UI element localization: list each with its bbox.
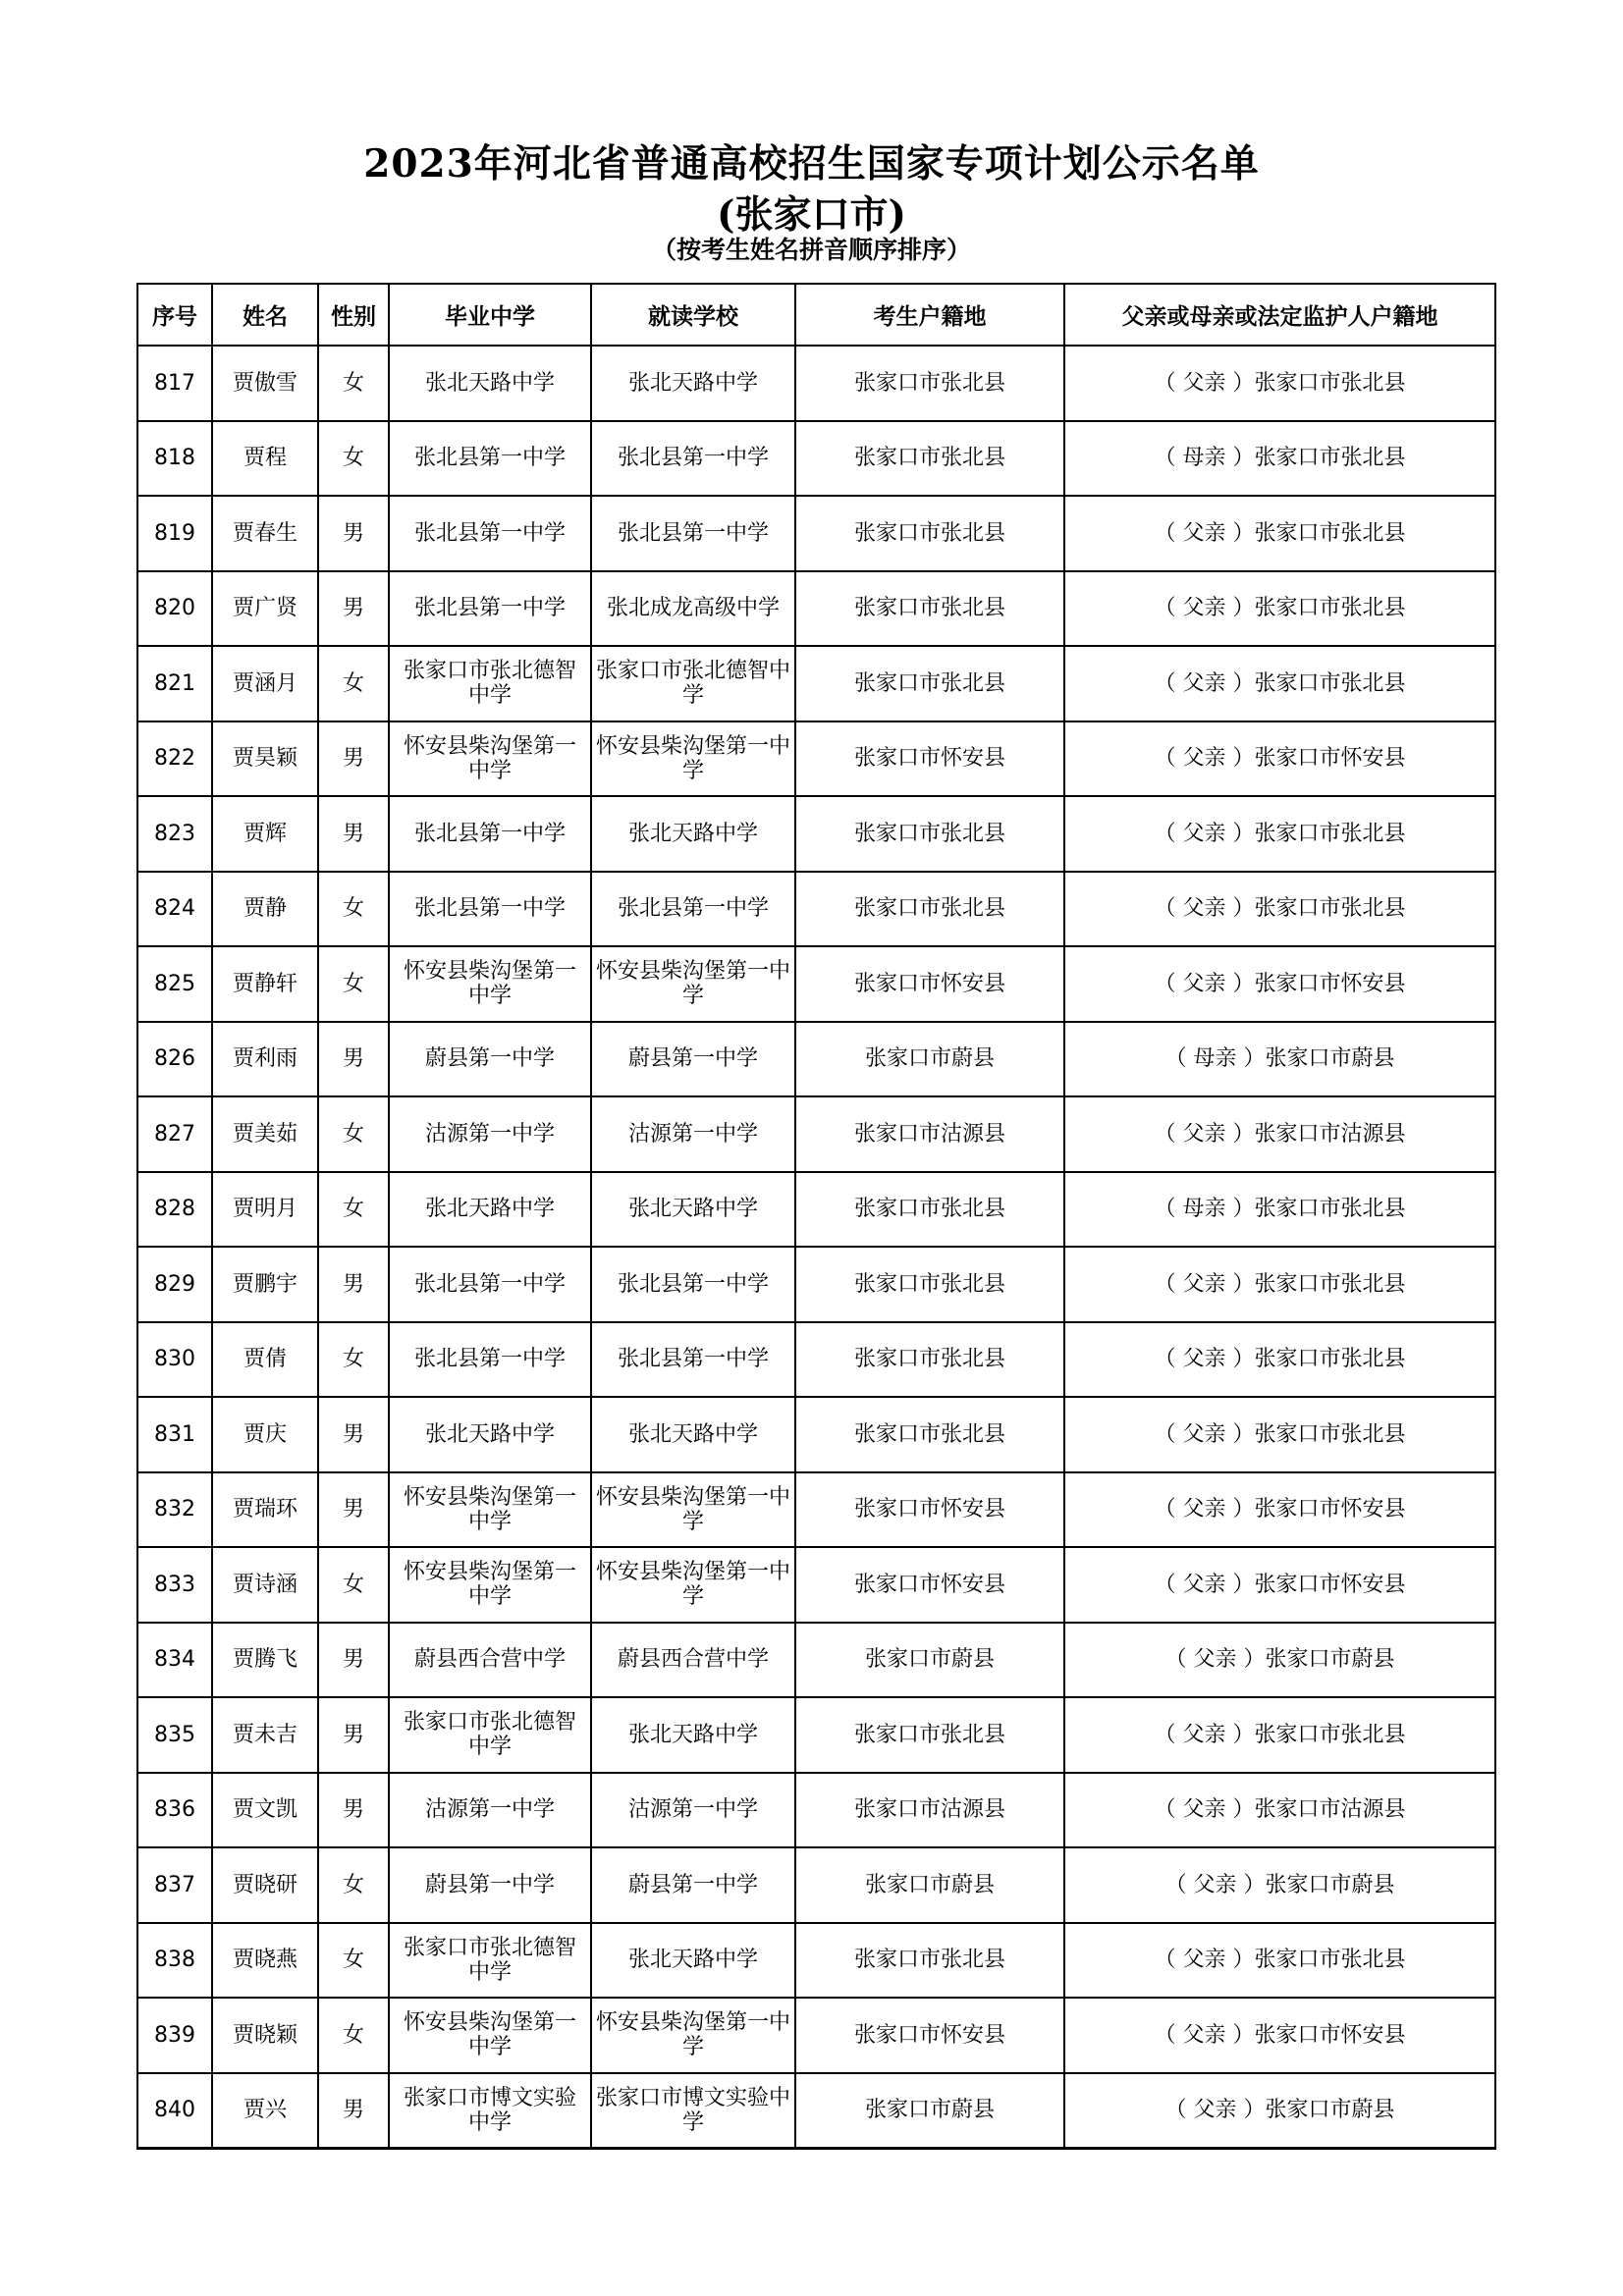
cell-guardian-residence: （ 父亲 ）张家口市怀安县 [1064,1472,1495,1548]
cell-student-residence: 张家口市张北县 [795,1322,1064,1398]
cell-index: 822 [137,721,212,797]
cell-gender: 女 [318,646,389,721]
cell-student-residence: 张家口市怀安县 [795,1547,1064,1623]
cell-index: 835 [137,1697,212,1773]
roster-table [136,283,1496,2150]
cell-gender: 女 [318,1322,389,1398]
cell-graduated-school: 怀安县柴沟堡第一中学 [389,1998,591,2073]
cell-gender: 女 [318,946,389,1022]
cell-graduated-school: 蔚县第一中学 [389,1847,591,1923]
cell-guardian-residence: （ 母亲 ）张家口市蔚县 [1064,1022,1495,1097]
cell-student-residence: 张家口市张北县 [795,872,1064,947]
cell-student-residence: 张家口市张北县 [795,571,1064,647]
cell-student-residence: 张家口市沽源县 [795,1773,1064,1848]
table-row [137,1623,1495,1698]
page-title: 2023年河北省普通高校招生国家专项计划公示名单 [363,141,1260,187]
header-gender: 性别 [318,284,389,346]
cell-guardian-residence: （ 父亲 ）张家口市张北县 [1064,1923,1495,1999]
cell-gender: 女 [318,1547,389,1623]
cell-index: 826 [137,1022,212,1097]
cell-guardian-residence: （ 父亲 ）张家口市蔚县 [1064,2073,1495,2149]
cell-graduated-school: 沽源第一中学 [389,1096,591,1172]
table-row [137,1022,1495,1097]
cell-graduated-school: 怀安县柴沟堡第一中学 [389,1547,591,1623]
cell-student-residence: 张家口市张北县 [795,1397,1064,1472]
cell-name: 贾程 [212,421,318,497]
cell-index: 830 [137,1322,212,1398]
cell-gender: 男 [318,1397,389,1472]
cell-gender: 女 [318,1923,389,1999]
cell-name: 贾涵月 [212,646,318,721]
cell-graduated-school: 张北天路中学 [389,346,591,421]
header-index: 序号 [137,284,212,346]
cell-graduated-school: 张北县第一中学 [389,1322,591,1398]
cell-index: 823 [137,796,212,872]
cell-graduated-school: 蔚县西合营中学 [389,1623,591,1698]
cell-name: 贾晓颖 [212,1998,318,2073]
cell-current-school: 怀安县柴沟堡第一中学 [591,1998,795,2073]
cell-guardian-residence: （ 母亲 ）张家口市张北县 [1064,1172,1495,1248]
cell-name: 贾美茹 [212,1096,318,1172]
cell-guardian-residence: （ 父亲 ）张家口市张北县 [1064,571,1495,647]
cell-guardian-residence: （ 父亲 ）张家口市张北县 [1064,872,1495,947]
cell-current-school: 张北县第一中学 [591,872,795,947]
header-guardian-residence: 父亲或母亲或法定监护人户籍地 [1064,284,1495,346]
cell-guardian-residence: （ 父亲 ）张家口市怀安县 [1064,946,1495,1022]
cell-name: 贾广贤 [212,571,318,647]
cell-graduated-school: 张北天路中学 [389,1397,591,1472]
cell-guardian-residence: （ 父亲 ）张家口市怀安县 [1064,721,1495,797]
cell-graduated-school: 沽源第一中学 [389,1773,591,1848]
cell-current-school: 蔚县西合营中学 [591,1623,795,1698]
cell-gender: 男 [318,1247,389,1322]
cell-current-school: 怀安县柴沟堡第一中学 [591,1547,795,1623]
cell-student-residence: 张家口市张北县 [795,1697,1064,1773]
table-row [137,796,1495,872]
cell-name: 贾傲雪 [212,346,318,421]
table-row [137,1998,1495,2073]
cell-student-residence: 张家口市沽源县 [795,1096,1064,1172]
cell-index: 834 [137,1623,212,1698]
cell-student-residence: 张家口市蔚县 [795,2073,1064,2149]
cell-name: 贾倩 [212,1322,318,1398]
cell-name: 贾文凯 [212,1773,318,1848]
cell-gender: 男 [318,1472,389,1548]
cell-index: 821 [137,646,212,721]
cell-graduated-school: 张北县第一中学 [389,571,591,647]
cell-guardian-residence: （ 父亲 ）张家口市张北县 [1064,1322,1495,1398]
cell-graduated-school: 张家口市张北德智中学 [389,1697,591,1773]
cell-graduated-school: 怀安县柴沟堡第一中学 [389,1472,591,1548]
cell-name: 贾静 [212,872,318,947]
cell-index: 837 [137,1847,212,1923]
cell-guardian-residence: （ 父亲 ）张家口市蔚县 [1064,1623,1495,1698]
cell-student-residence: 张家口市怀安县 [795,1998,1064,2073]
cell-index: 818 [137,421,212,497]
table-row [137,346,1495,421]
table-row [137,872,1495,947]
cell-student-residence: 张家口市张北县 [795,1923,1064,1999]
cell-current-school: 张北成龙高级中学 [591,571,795,647]
cell-name: 贾利雨 [212,1022,318,1097]
cell-name: 贾辉 [212,796,318,872]
table-row [137,1397,1495,1472]
header-current-school: 就读学校 [591,284,795,346]
table-row [137,1096,1495,1172]
cell-name: 贾未吉 [212,1697,318,1773]
cell-current-school: 张家口市博文实验中学 [591,2073,795,2149]
table-row [137,1697,1495,1773]
cell-index: 827 [137,1096,212,1172]
cell-graduated-school: 张北县第一中学 [389,872,591,947]
cell-name: 贾晓燕 [212,1923,318,1999]
cell-name: 贾腾飞 [212,1623,318,1698]
cell-index: 819 [137,496,212,571]
cell-gender: 女 [318,346,389,421]
cell-index: 832 [137,1472,212,1548]
cell-gender: 女 [318,1998,389,2073]
cell-name: 贾明月 [212,1172,318,1248]
cell-student-residence: 张家口市张北县 [795,1172,1064,1248]
cell-graduated-school: 张家口市张北德智中学 [389,646,591,721]
cell-gender: 女 [318,872,389,947]
table-row [137,946,1495,1022]
cell-name: 贾兴 [212,2073,318,2149]
cell-gender: 男 [318,496,389,571]
cell-index: 836 [137,1773,212,1848]
cell-graduated-school: 张北天路中学 [389,1172,591,1248]
cell-name: 贾诗涵 [212,1547,318,1623]
table-row [137,496,1495,571]
table-row [137,1923,1495,1999]
cell-current-school: 怀安县柴沟堡第一中学 [591,1472,795,1548]
cell-student-residence: 张家口市张北县 [795,796,1064,872]
cell-index: 824 [137,872,212,947]
cell-current-school: 沽源第一中学 [591,1096,795,1172]
cell-guardian-residence: （ 父亲 ）张家口市沽源县 [1064,1773,1495,1848]
cell-index: 839 [137,1998,212,2073]
header-row [137,284,1495,346]
cell-graduated-school: 张家口市张北德智中学 [389,1923,591,1999]
cell-index: 829 [137,1247,212,1322]
cell-current-school: 张家口市张北德智中学 [591,646,795,721]
cell-guardian-residence: （ 父亲 ）张家口市张北县 [1064,1247,1495,1322]
cell-gender: 男 [318,1623,389,1698]
cell-name: 贾静轩 [212,946,318,1022]
cell-name: 贾庆 [212,1397,318,1472]
header-student-residence: 考生户籍地 [795,284,1064,346]
cell-guardian-residence: （ 父亲 ）张家口市张北县 [1064,646,1495,721]
cell-name: 贾春生 [212,496,318,571]
cell-student-residence: 张家口市张北县 [795,421,1064,497]
cell-guardian-residence: （ 父亲 ）张家口市蔚县 [1064,1847,1495,1923]
cell-current-school: 怀安县柴沟堡第一中学 [591,946,795,1022]
cell-index: 825 [137,946,212,1022]
table-row [137,1322,1495,1398]
cell-gender: 女 [318,1096,389,1172]
cell-gender: 男 [318,571,389,647]
cell-current-school: 蔚县第一中学 [591,1022,795,1097]
region-subtitle: (张家口市) [717,192,906,238]
cell-guardian-residence: （ 父亲 ）张家口市沽源县 [1064,1096,1495,1172]
cell-gender: 男 [318,1697,389,1773]
cell-student-residence: 张家口市张北县 [795,346,1064,421]
table-row [137,571,1495,647]
cell-index: 820 [137,571,212,647]
cell-guardian-residence: （ 父亲 ）张家口市张北县 [1064,1697,1495,1773]
cell-current-school: 张北天路中学 [591,346,795,421]
cell-graduated-school: 张北县第一中学 [389,496,591,571]
cell-current-school: 张北天路中学 [591,1172,795,1248]
cell-graduated-school: 张北县第一中学 [389,421,591,497]
cell-gender: 男 [318,796,389,872]
cell-index: 833 [137,1547,212,1623]
cell-guardian-residence: （ 父亲 ）张家口市张北县 [1064,1397,1495,1472]
table-row [137,646,1495,721]
cell-name: 贾鹏宇 [212,1247,318,1322]
cell-student-residence: 张家口市怀安县 [795,721,1064,797]
cell-student-residence: 张家口市蔚县 [795,1623,1064,1698]
cell-current-school: 张北县第一中学 [591,1247,795,1322]
cell-gender: 男 [318,721,389,797]
cell-current-school: 张北县第一中学 [591,496,795,571]
cell-guardian-residence: （ 父亲 ）张家口市怀安县 [1064,1547,1495,1623]
cell-current-school: 张北天路中学 [591,1397,795,1472]
cell-current-school: 怀安县柴沟堡第一中学 [591,721,795,797]
cell-student-residence: 张家口市怀安县 [795,946,1064,1022]
cell-index: 838 [137,1923,212,1999]
cell-graduated-school: 怀安县柴沟堡第一中学 [389,946,591,1022]
cell-current-school: 蔚县第一中学 [591,1847,795,1923]
cell-index: 828 [137,1172,212,1248]
cell-gender: 女 [318,421,389,497]
cell-current-school: 沽源第一中学 [591,1773,795,1848]
cell-student-residence: 张家口市蔚县 [795,1847,1064,1923]
cell-guardian-residence: （ 父亲 ）张家口市怀安县 [1064,1998,1495,2073]
header-name: 姓名 [212,284,318,346]
table-row [137,2073,1495,2149]
cell-index: 831 [137,1397,212,1472]
cell-index: 840 [137,2073,212,2149]
cell-graduated-school: 张家口市博文实验中学 [389,2073,591,2149]
cell-student-residence: 张家口市张北县 [795,646,1064,721]
cell-student-residence: 张家口市怀安县 [795,1472,1064,1548]
cell-name: 贾晓研 [212,1847,318,1923]
cell-guardian-residence: （ 父亲 ）张家口市张北县 [1064,796,1495,872]
sort-note: （按考生姓名拼音顺序排序） [651,236,971,264]
cell-graduated-school: 张北县第一中学 [389,1247,591,1322]
table-row [137,421,1495,497]
table-row [137,1547,1495,1623]
cell-guardian-residence: （ 父亲 ）张家口市张北县 [1064,496,1495,571]
cell-student-residence: 张家口市蔚县 [795,1022,1064,1097]
cell-current-school: 张北天路中学 [591,1697,795,1773]
cell-graduated-school: 张北县第一中学 [389,796,591,872]
cell-graduated-school: 怀安县柴沟堡第一中学 [389,721,591,797]
table-row [137,1773,1495,1848]
cell-name: 贾瑞环 [212,1472,318,1548]
table-row [137,1247,1495,1322]
cell-student-residence: 张家口市张北县 [795,496,1064,571]
cell-gender: 女 [318,1172,389,1248]
cell-guardian-residence: （ 父亲 ）张家口市张北县 [1064,346,1495,421]
cell-gender: 女 [318,1847,389,1923]
cell-current-school: 张北县第一中学 [591,421,795,497]
table-row [137,721,1495,797]
cell-current-school: 张北天路中学 [591,1923,795,1999]
cell-gender: 男 [318,1022,389,1097]
header-graduated-school: 毕业中学 [389,284,591,346]
table-row [137,1847,1495,1923]
cell-gender: 男 [318,2073,389,2149]
table-row [137,1172,1495,1248]
cell-gender: 男 [318,1773,389,1848]
table-row [137,1472,1495,1548]
cell-graduated-school: 蔚县第一中学 [389,1022,591,1097]
cell-index: 817 [137,346,212,421]
cell-student-residence: 张家口市张北县 [795,1247,1064,1322]
cell-name: 贾昊颖 [212,721,318,797]
cell-guardian-residence: （ 母亲 ）张家口市张北县 [1064,421,1495,497]
cell-current-school: 张北县第一中学 [591,1322,795,1398]
cell-current-school: 张北天路中学 [591,796,795,872]
